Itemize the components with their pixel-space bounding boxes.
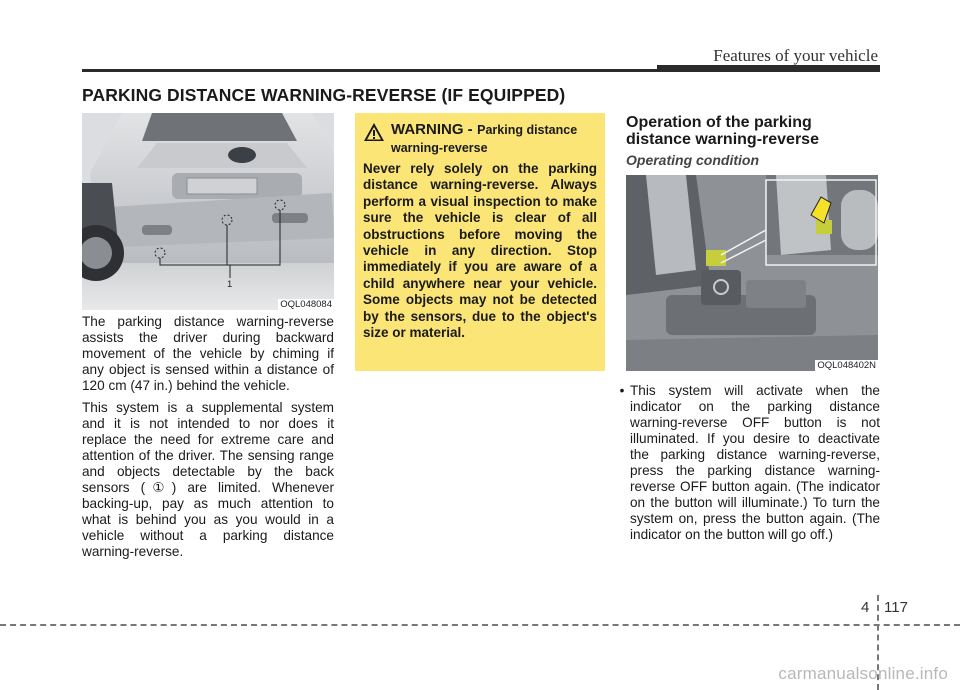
center-console-illustration — [626, 175, 878, 371]
rear-bumper-illustration — [82, 113, 334, 310]
operation-heading: Operation of the parking distance warning-reverse — [626, 114, 819, 148]
list-item — [614, 383, 880, 543]
footer-rule — [0, 624, 960, 626]
operation-bullet-text: This system will activate when the indicator on the parking distance warning-reverse OFF button is not illuminated. If you desire to deactivate the parking distance warning-reverse, press the parking distance warning-reverse OFF button again. (The indicator on the button will illuminate.) To turn the system on, press the button again. (The indicator on the button will go off.) — [630, 383, 880, 542]
figure-code: OQL048402N — [817, 360, 876, 371]
page-number: 117 — [884, 599, 908, 616]
paragraph-intro: The parking distance warning-reverse assists the driver during backward movement of the vehicle by chiming if any object is sensed within a distance of 120 cm (47 in.) behind the vehicle. — [82, 314, 334, 393]
warning-body: Never rely solely on the parking distance warning-reverse. Always perform a visual inspection to make sure the vehicle is clear of all obstructions before moving the vehicle in any direction. Stop immediately if you are aware of a child anywhere near your vehicle. Some objects may not be detected by the sensors, due to the object's size or material. — [363, 161, 597, 341]
warning-box — [355, 113, 605, 371]
warning-header — [363, 121, 597, 157]
rear-bumper-figure — [82, 113, 334, 310]
operation-bullet-list — [614, 383, 880, 543]
warning-subtitle: Parking distance warning-reverse — [391, 123, 578, 155]
header-rule-accent — [657, 65, 880, 72]
bullet-icon: • — [619, 383, 625, 398]
running-header: Features of your vehicle — [713, 46, 878, 65]
warning-triangle-icon — [363, 122, 385, 142]
watermark: carmanualsonline.info — [778, 664, 948, 683]
paragraph-supplemental: This system is a supplemental system and it is not intended to nor does it replace the need for extreme care and attention of the driver. The sensing range and objects detectable by the back sensors (①) are limited. Whenever backing-up, pay as much attention to what is behind you as you would in a vehicle without a parking distance warning-reverse. — [82, 400, 334, 559]
figure-code: OQL048084 — [280, 299, 332, 310]
chapter-number: 4 — [861, 599, 870, 616]
callout-number: 1 — [227, 279, 233, 290]
section-heading: PARKING DISTANCE WARNING-REVERSE (IF EQUIPPED) — [82, 85, 566, 105]
left-column-text — [82, 314, 334, 566]
operating-condition-subheading: Operating condition — [626, 152, 759, 168]
console-button-figure — [626, 175, 878, 371]
warning-title: WARNING - — [391, 121, 473, 138]
